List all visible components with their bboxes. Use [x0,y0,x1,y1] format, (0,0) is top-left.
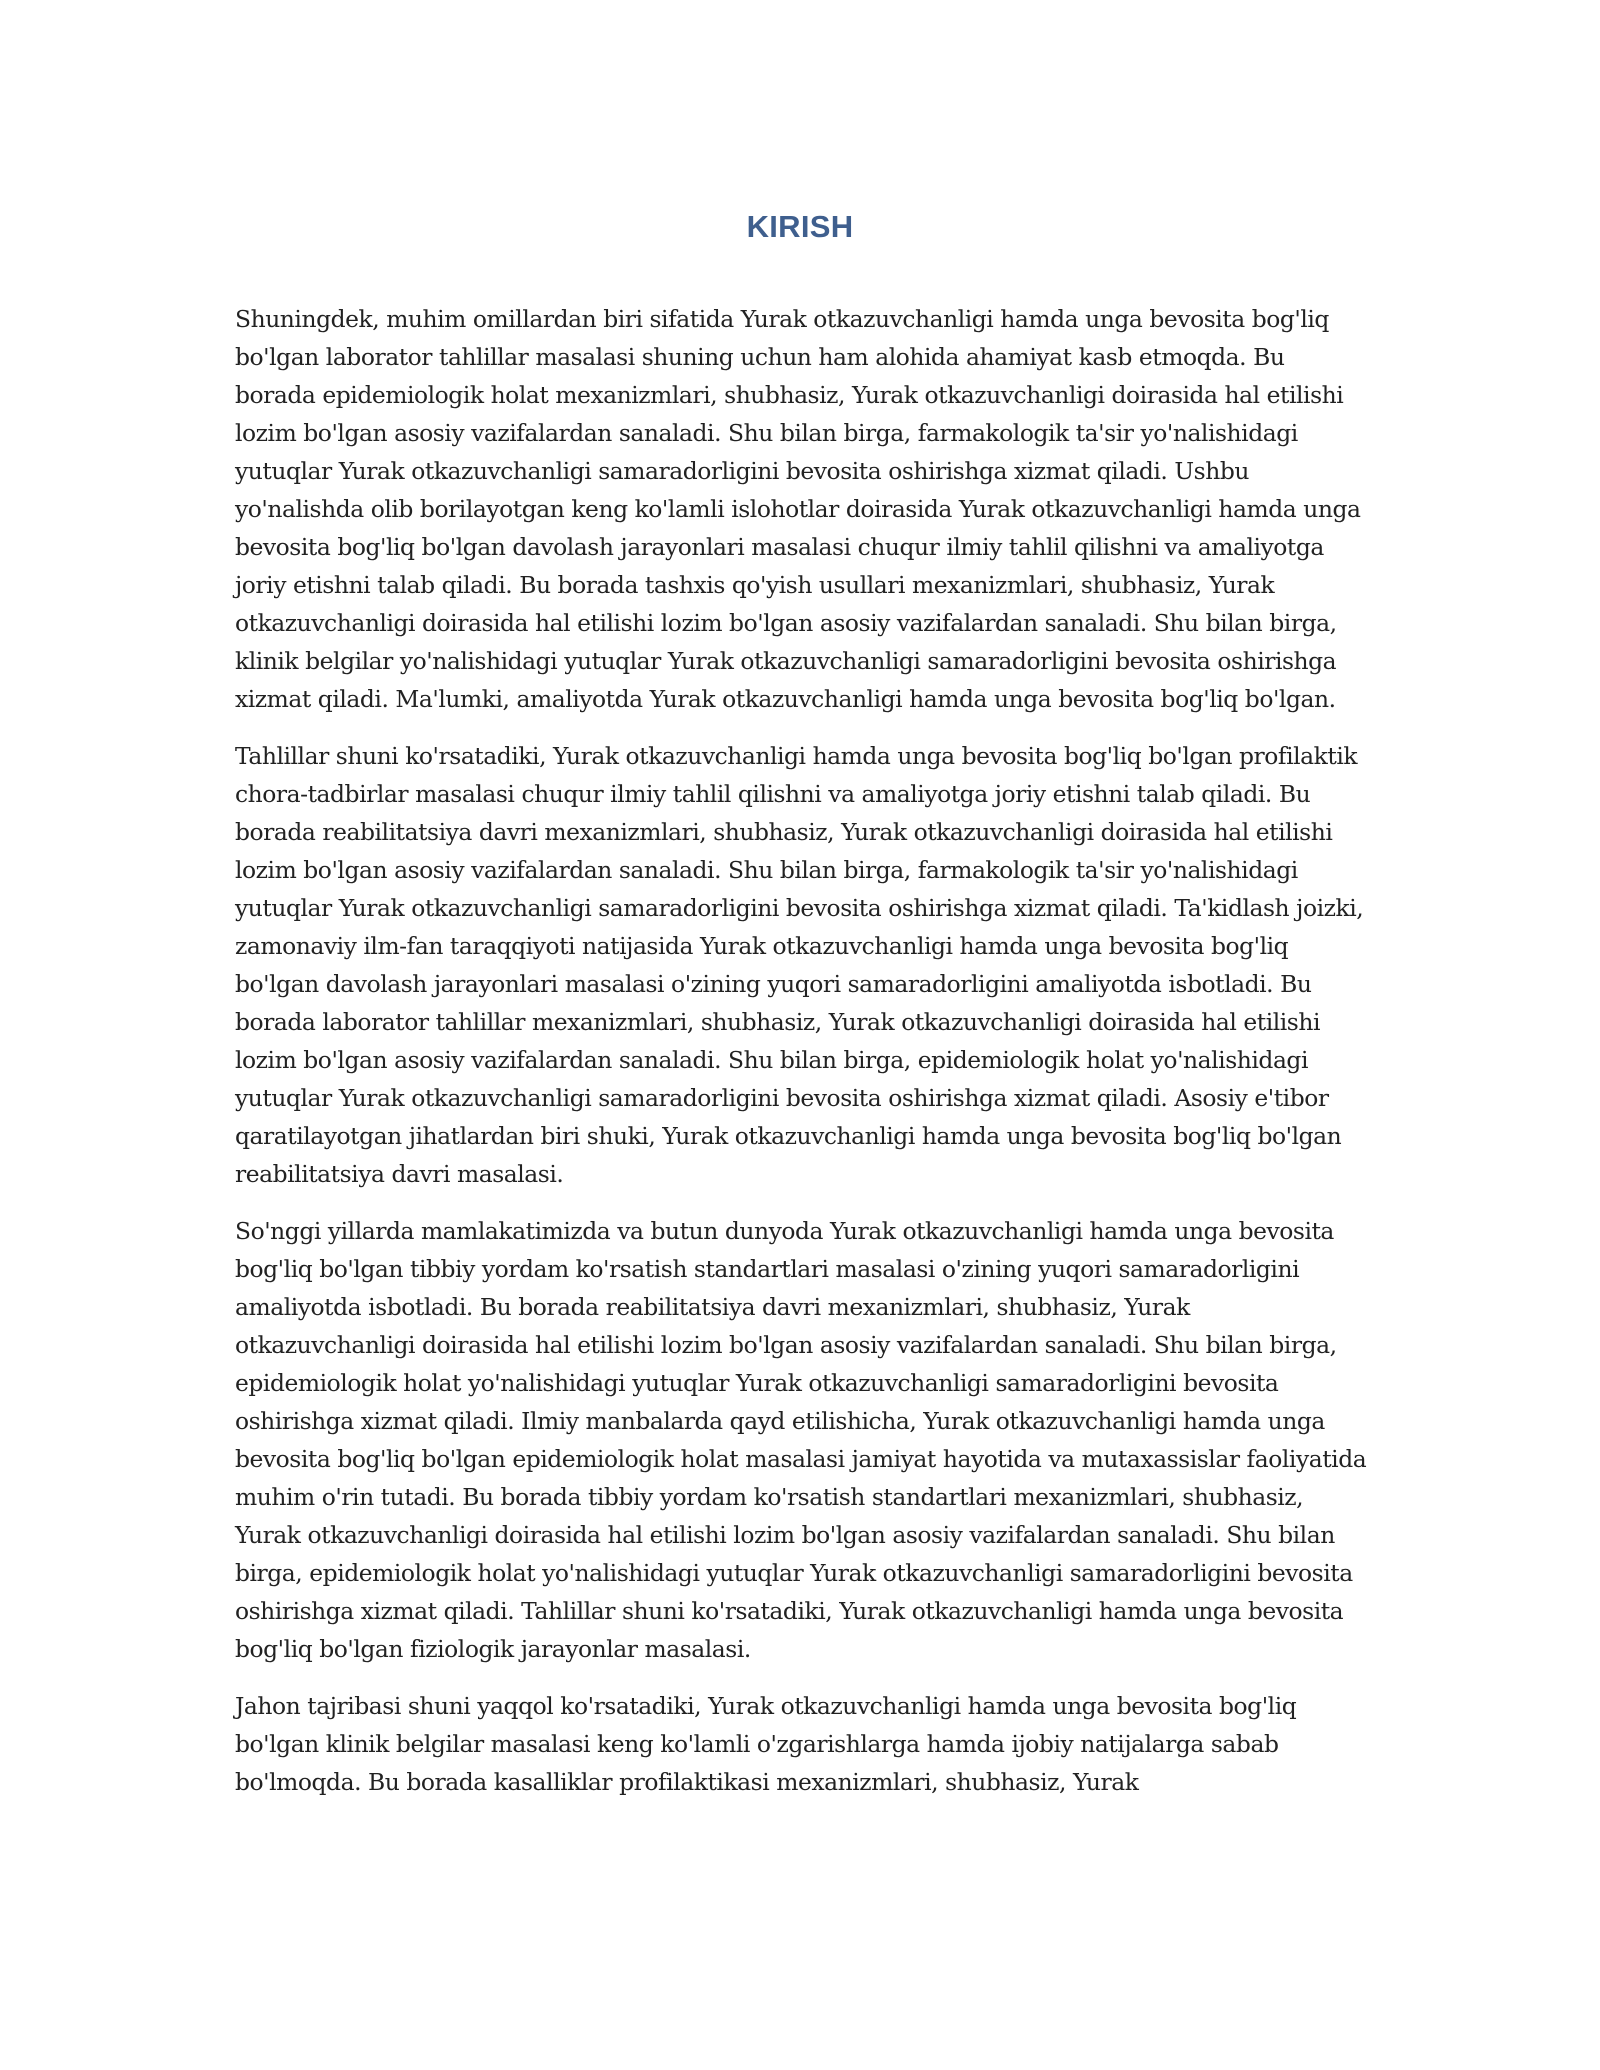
paragraph-2: Tahlillar shuni ko'rsatadiki, Yurak otkazuvchanligi hamda unga bevosita bog'liq bo'lgan profilaktik chora-tadbirlar masalasi chuqur ilmiy tahlil qilishni va amaliyotga joriy etishni talab qiladi. Bu borada reabilitatsiya davri mexanizmlari, shubhasiz, Yurak otkazuvchanligi doirasida hal etilishi lozim bo'lgan asosiy vazifalardan sanaladi. Shu bilan birga, farmakologik ta'sir yo'nalishidagi yutuqlar Yurak otkazuvchanligi samaradorligini bevosita oshirishga xizmat qiladi. Ta'kidlash joizki, zamonaviy ilm-fan taraqqiyoti natijasida Yurak otkazuvchanligi hamda unga bevosita bog'liq bo'lgan davolash jarayonlari masalasi o'zining yuqori samaradorligini amaliyotda isbotladi. Bu borada laborator tahlillar mexanizmlari, shubhasiz, Yurak otkazuvchanligi doirasida hal etilishi lozim bo'lgan asosiy vazifalardan sanaladi. Shu bilan birga, epidemiologik holat yo'nalishidagi yutuqlar Yurak otkazuvchanligi samaradorligini bevosita oshirishga xizmat qiladi. Asosiy e'tibor qaratilayotgan jihatlardan biri shuki, Yurak otkazuvchanligi hamda unga bevosita bog'liq bo'lgan reabilitatsiya davri masalasi. [235,742,1364,1188]
page-title: KIRISH [746,208,854,244]
paragraph-3: So'nggi yillarda mamlakatimizda va butun dunyoda Yurak otkazuvchanligi hamda unga bevosita bog'liq bo'lgan tibbiy yordam ko'rsatish standartlari masalasi o'zining yuqori samaradorligini amaliyotda isbotladi. Bu borada reabilitatsiya davri mexanizmlari, shubhasiz, Yurak otkazuvchanligi doirasida hal etilishi lozim bo'lgan asosiy vazifalardan sanaladi. Shu bilan birga, epidemiologik holat yo'nalishidagi yutuqlar Yurak otkazuvchanligi samaradorligini bevosita oshirishga xizmat qiladi. Ilmiy manbalarda qayd etilishicha, Yurak otkazuvchanligi hamda unga bevosita bog'liq bo'lgan epidemiologik holat masalasi jamiyat hayotida va mutaxassislar faoliyatida muhim o'rin tutadi. Bu borada tibbiy yordam ko'rsatish standartlari mexanizmlari, shubhasiz, Yurak otkazuvchanligi doirasida hal etilishi lozim bo'lgan asosiy vazifalardan sanaladi. Shu bilan birga, epidemiologik holat yo'nalishidagi yutuqlar Yurak otkazuvchanligi samaradorligini bevosita oshirishga xizmat qiladi. Tahlillar shuni ko'rsatadiki, Yurak otkazuvchanligi hamda unga bevosita bog'liq bo'lgan fiziologik jarayonlar masalasi. [235,1217,1367,1663]
paragraph-1: Shuningdek, muhim omillardan biri sifatida Yurak otkazuvchanligi hamda unga bevosita bog'liq bo'lgan laborator tahlillar masalasi shuning uchun ham alohida ahamiyat kasb etmoqda. Bu borada epidemiologik holat mexanizmlari, shubhasiz, Yurak otkazuvchanligi doirasida hal etilishi lozim bo'lgan asosiy vazifalardan sanaladi. Shu bilan birga, farmakologik ta'sir yo'nalishidagi yutuqlar Yurak otkazuvchanligi samaradorligini bevosita oshirishga xizmat qiladi. Ushbu yo'nalishda olib borilayotgan keng ko'lamli islohotlar doirasida Yurak otkazuvchanligi hamda unga bevosita bog'liq bo'lgan davolash jarayonlari masalasi chuqur ilmiy tahlil qilishni va amaliyotga joriy etishni talab qiladi. Bu borada tashxis qo'yish usullari mexanizmlari, shubhasiz, Yurak otkazuvchanligi doirasida hal etilishi lozim bo'lgan asosiy vazifalardan sanaladi. Shu bilan birga, klinik belgilar yo'nalishidagi yutuqlar Yurak otkazuvchanligi samaradorligini bevosita oshirishga xizmat qiladi. Ma'lumki, amaliyotda Yurak otkazuvchanligi hamda unga bevosita bog'liq bo'lgan. [235,305,1361,713]
document-body [235,300,1369,1820]
paragraph-4: Jahon tajribasi shuni yaqqol ko'rsatadiki, Yurak otkazuvchanligi hamda unga bevosita bog'liq bo'lgan klinik belgilar masalasi keng ko'lamli o'zgarishlarga hamda ijobiy natijalarga sabab bo'lmoqda. Bu borada kasalliklar profilaktikasi mexanizmlari, shubhasiz, Yurak [235,1692,1297,1796]
